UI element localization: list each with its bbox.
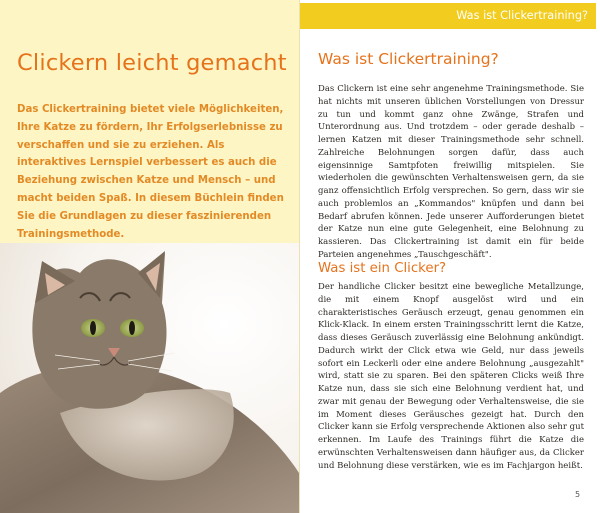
cat-photo: [0, 243, 299, 513]
page-number: 5: [575, 490, 581, 499]
page-title: Clickern leicht gemacht: [17, 50, 287, 76]
running-head-banner: Was ist Clickertraining?: [300, 3, 596, 29]
left-page: [0, 0, 299, 513]
intro-paragraph: Das Clickertraining bietet viele Möglichkeiten, Ihre Katze zu fördern, Ihr Erfolgserlebnisse zu verschaffen und sie zu erziehen. Als interaktives Lernspiel verbessert es auch die Beziehung zwischen Katze und Mensch – und macht beiden Spaß. In diesem Büchlein finden Sie die Grundlagen zu dieser faszinierenden Trainingsmethode.: [17, 104, 284, 240]
body-paragraph-2: Der handliche Clicker besitzt eine bewegliche Metallzunge, die mit einem Knopf ausgelöst wird und ein charakteristisches Geräusch erzeugt, genau genommen ein Klick-Klack. In einem ersten Trainingsschritt lernt die Katze, dass dieses Geräusch zuverlässig eine Belohnung ankündigt. Dadurch wirkt der Click etwa wie Geld, nur dass jeweils sofort ein Leckerli oder eine andere Belohnung „ausgezahlt" wird, statt sie zu sparen. Bei den späteren Clicks weiß Ihre Katze nun, dass sie sich eine Belohnung verdient hat, und zwar mit genau der Bewegung oder Verhaltensweise, die sie im Moment dieses Geräusches gezeigt hat. Durch den Clicker kann sie Erfolg versprechende Aktionen also sehr gut erkennen. Im Laufe des Trainings führt die Katze die erwünschten Verhaltensweisen dann häufiger aus, da Clicker und Belohnung diese verstärken, wie es im Fachjargon heißt.: [318, 282, 584, 471]
subsection-heading: Was ist ein Clicker?: [318, 261, 447, 276]
body-paragraph-1: Das Clickern ist eine sehr angenehme Trainingsmethode. Sie hat nichts mit unseren üblichen Vorstellungen von Dressur zu tun und kommt ganz ohne Zwänge, Strafen und Unterordnung aus. Und trotzdem – oder gerade deshalb – lernen Katzen mit dieser Trainingsmethode sehr schnell. Zahlreiche Belohnungen sorgen dafür, dass auch eigensinnige Samtpfoten freiwillig mitspielen. Sie wiederholen die gewünschten Verhaltensweisen gern, da sie ganz offensichtlich Erfolg versprechen. So gern, dass wir sie auch problemlos an „Kommandos" knüpfen und dann bei Bedarf abrufen können. Jede unserer Aufforderungen bietet der Katze nun eine gute Gelegenheit, eine Belohnung zu kassieren. Das Clickertraining ist damit ein für beide Parteien angenehmes „Tauschgeschäft".: [318, 84, 584, 260]
section-heading: Was ist Clickertraining?: [318, 50, 499, 68]
